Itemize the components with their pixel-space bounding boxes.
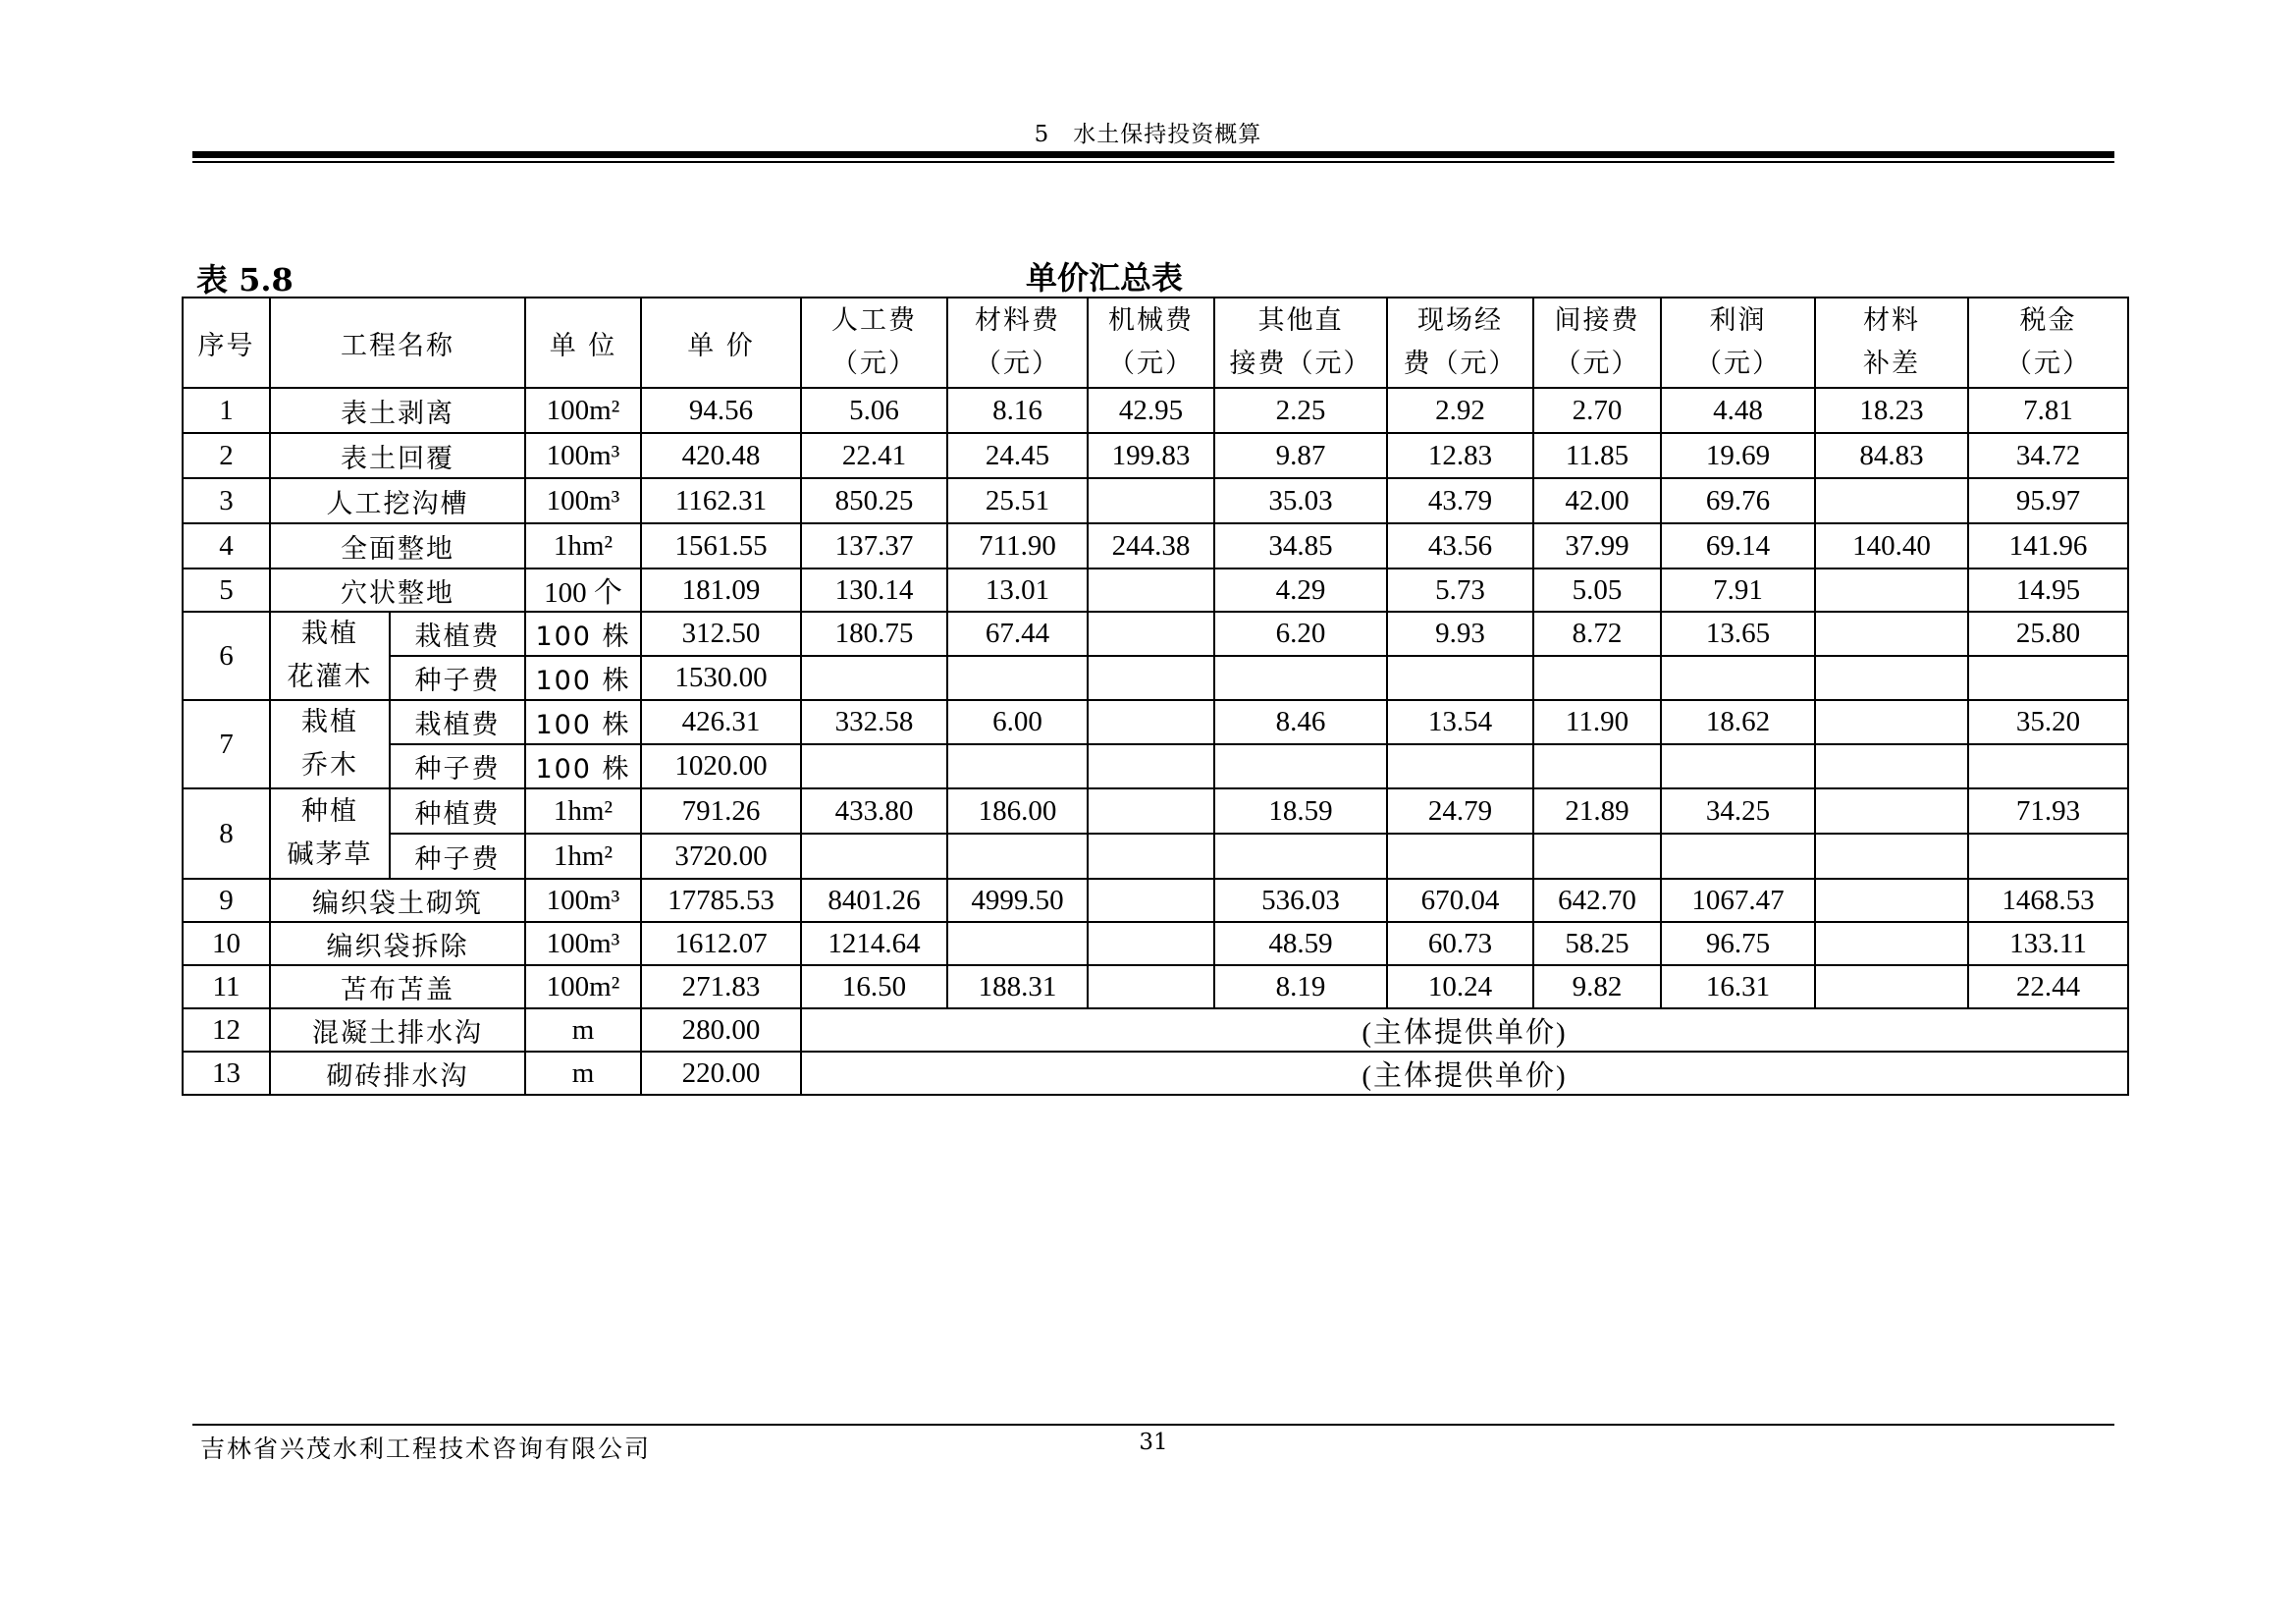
row-profit: 13.65 bbox=[1661, 612, 1815, 656]
row-labor: 850.25 bbox=[801, 478, 947, 523]
row-machine: 42.95 bbox=[1088, 388, 1214, 433]
row-unit: 100m³ bbox=[525, 879, 641, 922]
row-machine bbox=[1088, 965, 1214, 1008]
row-price: 271.83 bbox=[641, 965, 801, 1008]
row-no: 13 bbox=[183, 1052, 270, 1095]
row-indirect: 11.90 bbox=[1533, 700, 1661, 744]
header-site: 现场经 费（元） bbox=[1387, 298, 1533, 388]
row-indirect: 2.70 bbox=[1533, 388, 1661, 433]
empty-cell bbox=[1387, 834, 1533, 879]
unit-price-summary-table bbox=[182, 297, 2129, 1096]
row-price: 94.56 bbox=[641, 388, 801, 433]
row-sub-name: 种子费 bbox=[390, 834, 525, 879]
empty-cell bbox=[1387, 744, 1533, 788]
row-name: 全面整地 bbox=[270, 523, 525, 568]
empty-cell bbox=[947, 656, 1088, 700]
row-sub-name: 种植费 bbox=[390, 788, 525, 834]
row-site: 43.56 bbox=[1387, 523, 1533, 568]
row-other: 34.85 bbox=[1214, 523, 1387, 568]
row-labor: 1214.64 bbox=[801, 922, 947, 965]
row-tax: 95.97 bbox=[1968, 478, 2128, 523]
header-rule-thick bbox=[192, 151, 2114, 158]
row-material: 4999.50 bbox=[947, 879, 1088, 922]
row-tax: 25.80 bbox=[1968, 612, 2128, 656]
row-site: 5.73 bbox=[1387, 568, 1533, 612]
table-row bbox=[183, 965, 2128, 1008]
empty-cell bbox=[947, 834, 1088, 879]
row-diff bbox=[1815, 788, 1968, 834]
empty-cell bbox=[801, 744, 947, 788]
row-price: 220.00 bbox=[641, 1052, 801, 1095]
table-row bbox=[183, 478, 2128, 523]
row-labor: 5.06 bbox=[801, 388, 947, 433]
row-name: 苫布苫盖 bbox=[270, 965, 525, 1008]
row-material: 188.31 bbox=[947, 965, 1088, 1008]
running-header-title: 5 水土保持投资概算 bbox=[1034, 122, 1262, 147]
empty-cell bbox=[1815, 834, 1968, 879]
row-diff bbox=[1815, 922, 1968, 965]
row-material: 67.44 bbox=[947, 612, 1088, 656]
row-name: 砌砖排水沟 bbox=[270, 1052, 525, 1095]
empty-cell bbox=[801, 834, 947, 879]
empty-cell bbox=[1968, 656, 2128, 700]
row-other: 8.19 bbox=[1214, 965, 1387, 1008]
row-site: 10.24 bbox=[1387, 965, 1533, 1008]
row-no: 11 bbox=[183, 965, 270, 1008]
row-unit: 100 株 bbox=[525, 612, 641, 656]
row-profit: 19.69 bbox=[1661, 433, 1815, 478]
row-other: 536.03 bbox=[1214, 879, 1387, 922]
row-indirect: 37.99 bbox=[1533, 523, 1661, 568]
empty-cell bbox=[1387, 656, 1533, 700]
row-machine bbox=[1088, 612, 1214, 656]
table-number: 表 5.8 bbox=[196, 261, 294, 298]
row-profit: 18.62 bbox=[1661, 700, 1815, 744]
row-indirect: 21.89 bbox=[1533, 788, 1661, 834]
row-site: 43.79 bbox=[1387, 478, 1533, 523]
empty-cell bbox=[1214, 656, 1387, 700]
row-price: 426.31 bbox=[641, 700, 801, 744]
row-material: 25.51 bbox=[947, 478, 1088, 523]
row-tax: 141.96 bbox=[1968, 523, 2128, 568]
row-price: 3720.00 bbox=[641, 834, 801, 879]
table-row bbox=[183, 744, 2128, 788]
row-price: 17785.53 bbox=[641, 879, 801, 922]
row-tax: 14.95 bbox=[1968, 568, 2128, 612]
row-other: 8.46 bbox=[1214, 700, 1387, 744]
row-labor: 22.41 bbox=[801, 433, 947, 478]
row-sub-name: 栽植费 bbox=[390, 700, 525, 744]
row-site: 9.93 bbox=[1387, 612, 1533, 656]
row-indirect: 42.00 bbox=[1533, 478, 1661, 523]
row-machine bbox=[1088, 478, 1214, 523]
header-seq: 序号 bbox=[183, 298, 270, 388]
row-no: 4 bbox=[183, 523, 270, 568]
header-profit: 利润 （元） bbox=[1661, 298, 1815, 388]
row-profit: 16.31 bbox=[1661, 965, 1815, 1008]
footer-rule bbox=[192, 1424, 2114, 1426]
table-row bbox=[183, 879, 2128, 922]
row-unit: 100 个 bbox=[525, 568, 641, 612]
table-row bbox=[183, 1008, 2128, 1052]
empty-cell bbox=[1533, 834, 1661, 879]
row-diff bbox=[1815, 568, 1968, 612]
row-no: 9 bbox=[183, 879, 270, 922]
table-row bbox=[183, 388, 2128, 433]
row-no: 7 bbox=[183, 700, 270, 788]
row-price: 1020.00 bbox=[641, 744, 801, 788]
row-sub-name: 栽植费 bbox=[390, 612, 525, 656]
row-material: 24.45 bbox=[947, 433, 1088, 478]
row-unit: m bbox=[525, 1008, 641, 1052]
row-labor: 180.75 bbox=[801, 612, 947, 656]
row-no: 2 bbox=[183, 433, 270, 478]
row-labor: 16.50 bbox=[801, 965, 947, 1008]
row-unit: 100m³ bbox=[525, 922, 641, 965]
empty-cell bbox=[1815, 656, 1968, 700]
row-material: 6.00 bbox=[947, 700, 1088, 744]
row-machine bbox=[1088, 568, 1214, 612]
empty-cell bbox=[1661, 744, 1815, 788]
row-unit: 100 株 bbox=[525, 744, 641, 788]
row-site: 670.04 bbox=[1387, 879, 1533, 922]
header-price: 单 价 bbox=[641, 298, 801, 388]
row-tax: 35.20 bbox=[1968, 700, 2128, 744]
row-unit: 100m² bbox=[525, 965, 641, 1008]
empty-cell bbox=[1088, 656, 1214, 700]
row-unit: 1hm² bbox=[525, 834, 641, 879]
row-profit: 4.48 bbox=[1661, 388, 1815, 433]
empty-cell bbox=[1968, 744, 2128, 788]
row-price: 1530.00 bbox=[641, 656, 801, 700]
header-tax: 税金 （元） bbox=[1968, 298, 2128, 388]
header-indirect: 间接费 （元） bbox=[1533, 298, 1661, 388]
table-row bbox=[183, 523, 2128, 568]
row-machine: 244.38 bbox=[1088, 523, 1214, 568]
row-price: 1561.55 bbox=[641, 523, 801, 568]
row-tax: 7.81 bbox=[1968, 388, 2128, 433]
row-no: 10 bbox=[183, 922, 270, 965]
row-labor: 130.14 bbox=[801, 568, 947, 612]
row-diff bbox=[1815, 700, 1968, 744]
table-row bbox=[183, 700, 2128, 744]
row-unit: 1hm² bbox=[525, 788, 641, 834]
row-other: 6.20 bbox=[1214, 612, 1387, 656]
page-number: 31 bbox=[1139, 1430, 1168, 1455]
row-sub-name: 种子费 bbox=[390, 656, 525, 700]
header-name: 工程名称 bbox=[270, 298, 525, 388]
row-other: 4.29 bbox=[1214, 568, 1387, 612]
row-material: 711.90 bbox=[947, 523, 1088, 568]
table-row bbox=[183, 922, 2128, 965]
row-other: 18.59 bbox=[1214, 788, 1387, 834]
row-diff bbox=[1815, 965, 1968, 1008]
empty-cell bbox=[801, 656, 947, 700]
row-sub-name: 种子费 bbox=[390, 744, 525, 788]
row-unit: 100 株 bbox=[525, 656, 641, 700]
empty-cell bbox=[1968, 834, 2128, 879]
row-machine bbox=[1088, 879, 1214, 922]
row-profit: 1067.47 bbox=[1661, 879, 1815, 922]
row-name: 混凝土排水沟 bbox=[270, 1008, 525, 1052]
row-material: 13.01 bbox=[947, 568, 1088, 612]
row-tax: 71.93 bbox=[1968, 788, 2128, 834]
row-name: 编织袋拆除 bbox=[270, 922, 525, 965]
row-group-name: 栽植 花灌木 bbox=[270, 612, 390, 700]
row-machine bbox=[1088, 788, 1214, 834]
row-site: 24.79 bbox=[1387, 788, 1533, 834]
row-tax: 1468.53 bbox=[1968, 879, 2128, 922]
row-machine bbox=[1088, 922, 1214, 965]
header-material: 材料费 （元） bbox=[947, 298, 1088, 388]
row-no: 1 bbox=[183, 388, 270, 433]
row-diff bbox=[1815, 879, 1968, 922]
row-unit: 100 株 bbox=[525, 700, 641, 744]
row-labor: 8401.26 bbox=[801, 879, 947, 922]
table-row bbox=[183, 612, 2128, 656]
row-site: 13.54 bbox=[1387, 700, 1533, 744]
row-other: 9.87 bbox=[1214, 433, 1387, 478]
row-profit: 7.91 bbox=[1661, 568, 1815, 612]
row-diff: 84.83 bbox=[1815, 433, 1968, 478]
row-site: 2.92 bbox=[1387, 388, 1533, 433]
row-indirect: 58.25 bbox=[1533, 922, 1661, 965]
row-unit: 100m² bbox=[525, 388, 641, 433]
row-unit: 100m³ bbox=[525, 433, 641, 478]
row-indirect: 11.85 bbox=[1533, 433, 1661, 478]
header-other: 其他直 接费（元） bbox=[1214, 298, 1387, 388]
empty-cell bbox=[1815, 744, 1968, 788]
row-profit: 69.14 bbox=[1661, 523, 1815, 568]
header-machine: 机械费 （元） bbox=[1088, 298, 1214, 388]
row-material: 186.00 bbox=[947, 788, 1088, 834]
row-note: (主体提供单价) bbox=[801, 1052, 2128, 1095]
row-no: 5 bbox=[183, 568, 270, 612]
empty-cell bbox=[1088, 744, 1214, 788]
row-profit: 34.25 bbox=[1661, 788, 1815, 834]
empty-cell bbox=[1661, 656, 1815, 700]
table-row bbox=[183, 1052, 2128, 1095]
empty-cell bbox=[1533, 744, 1661, 788]
table-row bbox=[183, 568, 2128, 612]
row-other: 35.03 bbox=[1214, 478, 1387, 523]
empty-cell bbox=[947, 744, 1088, 788]
header-diff: 材料 补差 bbox=[1815, 298, 1968, 388]
row-indirect: 642.70 bbox=[1533, 879, 1661, 922]
row-unit: m bbox=[525, 1052, 641, 1095]
row-price: 1612.07 bbox=[641, 922, 801, 965]
row-price: 1162.31 bbox=[641, 478, 801, 523]
header-unit: 单 位 bbox=[525, 298, 641, 388]
table-row bbox=[183, 433, 2128, 478]
row-note: (主体提供单价) bbox=[801, 1008, 2128, 1052]
footer-company: 吉林省兴茂水利工程技术咨询有限公司 bbox=[200, 1435, 652, 1463]
empty-cell bbox=[1214, 744, 1387, 788]
table-header-row bbox=[183, 298, 2128, 388]
row-diff: 140.40 bbox=[1815, 523, 1968, 568]
row-other: 2.25 bbox=[1214, 388, 1387, 433]
row-indirect: 9.82 bbox=[1533, 965, 1661, 1008]
row-diff bbox=[1815, 478, 1968, 523]
row-site: 60.73 bbox=[1387, 922, 1533, 965]
row-labor: 332.58 bbox=[801, 700, 947, 744]
row-name: 表土回覆 bbox=[270, 433, 525, 478]
row-group-name: 种植 碱茅草 bbox=[270, 788, 390, 879]
row-tax: 22.44 bbox=[1968, 965, 2128, 1008]
row-name: 表土剥离 bbox=[270, 388, 525, 433]
header-labor: 人工费 （元） bbox=[801, 298, 947, 388]
row-unit: 100m³ bbox=[525, 478, 641, 523]
row-no: 3 bbox=[183, 478, 270, 523]
row-price: 420.48 bbox=[641, 433, 801, 478]
row-machine: 199.83 bbox=[1088, 433, 1214, 478]
empty-cell bbox=[1088, 834, 1214, 879]
row-profit: 69.76 bbox=[1661, 478, 1815, 523]
table-row bbox=[183, 834, 2128, 879]
row-no: 6 bbox=[183, 612, 270, 700]
row-labor: 433.80 bbox=[801, 788, 947, 834]
row-price: 312.50 bbox=[641, 612, 801, 656]
header-rule-thin bbox=[192, 161, 2114, 163]
row-labor: 137.37 bbox=[801, 523, 947, 568]
row-name: 编织袋土砌筑 bbox=[270, 879, 525, 922]
row-name: 穴状整地 bbox=[270, 568, 525, 612]
empty-cell bbox=[1661, 834, 1815, 879]
row-diff: 18.23 bbox=[1815, 388, 1968, 433]
row-indirect: 5.05 bbox=[1533, 568, 1661, 612]
row-indirect: 8.72 bbox=[1533, 612, 1661, 656]
row-no: 8 bbox=[183, 788, 270, 879]
table-row bbox=[183, 788, 2128, 834]
row-other: 48.59 bbox=[1214, 922, 1387, 965]
row-material: 8.16 bbox=[947, 388, 1088, 433]
row-site: 12.83 bbox=[1387, 433, 1533, 478]
row-price: 791.26 bbox=[641, 788, 801, 834]
row-machine bbox=[1088, 700, 1214, 744]
row-name: 人工挖沟槽 bbox=[270, 478, 525, 523]
table-row bbox=[183, 656, 2128, 700]
empty-cell bbox=[1214, 834, 1387, 879]
row-tax: 34.72 bbox=[1968, 433, 2128, 478]
row-material bbox=[947, 922, 1088, 965]
row-diff bbox=[1815, 612, 1968, 656]
table-title: 单价汇总表 bbox=[1025, 259, 1183, 297]
row-unit: 1hm² bbox=[525, 523, 641, 568]
row-no: 12 bbox=[183, 1008, 270, 1052]
empty-cell bbox=[1533, 656, 1661, 700]
row-profit: 96.75 bbox=[1661, 922, 1815, 965]
row-tax: 133.11 bbox=[1968, 922, 2128, 965]
row-price: 181.09 bbox=[641, 568, 801, 612]
row-group-name: 栽植 乔木 bbox=[270, 700, 390, 788]
row-price: 280.00 bbox=[641, 1008, 801, 1052]
